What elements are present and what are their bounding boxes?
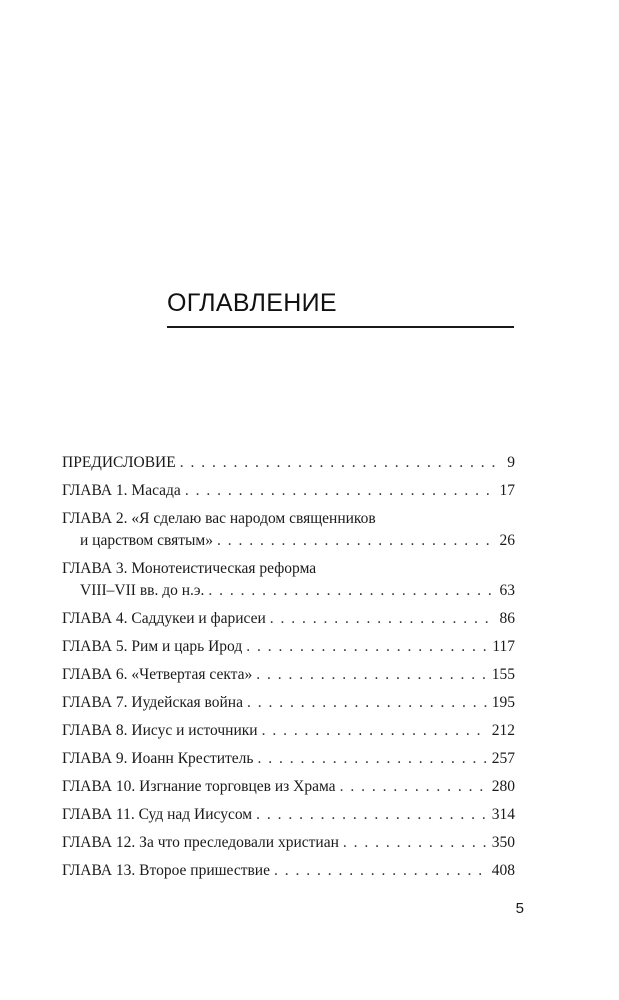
table-of-contents [62,452,515,888]
toc-entry-title: ГЛАВА 7. Иудейская война [62,694,243,711]
dot-leader [340,776,488,798]
toc-entry-page: 314 [491,806,515,823]
toc-entry-chapter-2[interactable] [62,508,515,552]
toc-entry-chapter-12[interactable] [62,832,515,854]
dot-leader [247,692,488,714]
toc-entry-chapter-11[interactable] [62,804,515,826]
toc-entry-title-continued: VIII–VII вв. до н.э. [80,582,205,599]
dot-leader [180,452,504,474]
dot-leader [257,748,487,770]
dot-leader [270,608,496,630]
toc-entry-chapter-4[interactable] [62,608,515,630]
dot-leader [256,664,487,686]
toc-entry-title: ГЛАВА 8. Иисус и источники [62,722,258,739]
toc-entry-title: ГЛАВА 13. Второе пришествие [62,862,270,879]
toc-entry-chapter-9[interactable] [62,748,515,770]
toc-entry-title: ГЛАВА 12. За что преследовали христиан [62,834,339,851]
toc-entry-chapter-13[interactable] [62,860,515,882]
toc-entry-page: 350 [491,834,515,851]
toc-entry-chapter-10[interactable] [62,776,515,798]
toc-heading: ОГЛАВЛЕНИЕ [167,289,337,317]
dot-leader [343,832,488,854]
toc-entry-title: ГЛАВА 2. «Я сделаю вас народом священников [62,510,376,527]
toc-entry-page: 117 [492,638,515,655]
toc-entry-title: ГЛАВА 5. Рим и царь Ирод [62,638,243,655]
toc-entry-title: ПРЕДИСЛОВИЕ [62,454,176,471]
toc-entry-title: ГЛАВА 10. Изгнание торговцев из Храма [62,778,336,795]
dot-leader [208,580,495,602]
toc-entry-chapter-3[interactable] [62,558,515,602]
toc-entry-chapter-8[interactable] [62,720,515,742]
toc-entry-title: ГЛАВА 11. Суд над Иисусом [62,806,253,823]
dot-leader [246,636,488,658]
toc-entry-page: 408 [491,862,515,879]
toc-entry-page: 257 [491,750,515,767]
toc-entry-title: ГЛАВА 6. «Четвертая секта» [62,666,253,683]
toc-entry-page: 155 [491,666,515,683]
toc-entry-page: 9 [507,454,515,471]
toc-entry-page: 26 [499,532,515,549]
toc-entry-page: 212 [491,722,515,739]
toc-entry-page: 17 [499,482,515,499]
dot-leader [217,530,496,552]
toc-entry-page: 86 [499,610,515,627]
toc-entry-preface[interactable] [62,452,515,474]
toc-entry-title: ГЛАВА 1. Масада [62,482,181,499]
toc-entry-title: ГЛАВА 9. Иоанн Креститель [62,750,254,767]
dot-leader [256,804,488,826]
toc-entry-title: ГЛАВА 4. Саддукеи и фарисеи [62,610,266,627]
toc-entry-chapter-7[interactable] [62,692,515,714]
toc-entry-chapter-1[interactable] [62,480,515,502]
toc-entry-page: 195 [491,694,515,711]
page-number: 5 [515,900,524,917]
dot-leader [262,720,488,742]
heading-rule [167,326,514,328]
toc-entry-page: 280 [491,778,515,795]
toc-entry-title: ГЛАВА 3. Монотеистическая реформа [62,560,317,577]
toc-entry-chapter-6[interactable] [62,664,515,686]
toc-entry-chapter-5[interactable] [62,636,515,658]
toc-entry-title-continued: и царством святым» [80,532,213,549]
toc-entry-page: 63 [499,582,515,599]
dot-leader [185,480,496,502]
dot-leader [274,860,488,882]
